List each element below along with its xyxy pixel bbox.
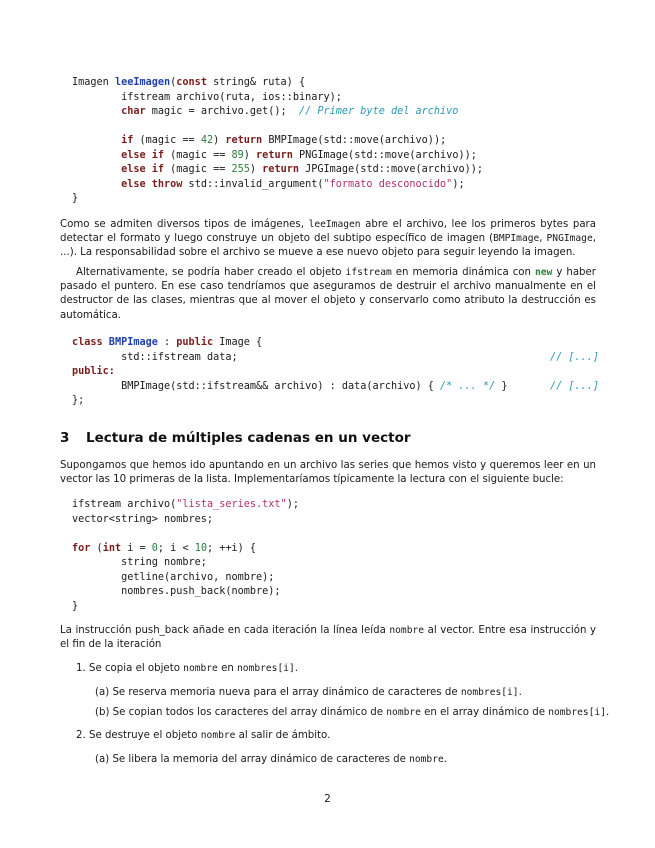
code-keyword: return xyxy=(262,164,299,175)
list-text: Se libera la memoria del array dinámico de caracteres de xyxy=(112,754,410,765)
list-label: (b) xyxy=(95,707,110,718)
code-text: Image { xyxy=(213,337,263,348)
list-text: . xyxy=(605,707,610,718)
code-comment: /* ... */ xyxy=(440,380,496,392)
code-text: ; ++i) { xyxy=(207,542,257,554)
list-item-1 xyxy=(76,662,298,676)
code-text: } xyxy=(72,193,79,204)
code-class-name: BMPImage xyxy=(102,337,158,348)
code-number: 42 xyxy=(200,135,214,146)
inline-code: BMPImage xyxy=(493,233,540,245)
paragraph-leeimagen-explanation xyxy=(60,218,596,261)
list-text: Se reserva memoria nueva para el array dinámico de caracteres de xyxy=(112,687,461,698)
code-string: "formato desconocido" xyxy=(323,178,453,190)
section-number: 3 xyxy=(60,430,70,446)
code-keyword: class xyxy=(72,337,103,348)
list-item-1b xyxy=(95,706,609,720)
list-label: (a) xyxy=(95,754,110,765)
inline-code: ifstream xyxy=(345,267,392,278)
list-text: . xyxy=(443,754,447,765)
code-text: BMPImage(std::move(archivo)); xyxy=(262,135,447,146)
inline-code: nombres[i] xyxy=(548,707,606,718)
inline-code: leeImagen xyxy=(308,219,361,230)
list-number: 2. xyxy=(76,730,86,741)
code-text: ( xyxy=(170,77,177,88)
code-number: 89 xyxy=(231,149,244,161)
paragraph-text: y haber pasado el puntero. En ese caso tendríamos que aseguramos de destruir el archivo manualmente en el destructor de las clases, mientras que al mover el objeto y conservarlo como atributo la destrucción es automática. xyxy=(60,267,596,321)
paragraph-text: Alternativamente, se podría haber creado el objeto xyxy=(76,267,346,278)
section-heading xyxy=(60,430,411,446)
code-text: std::invalid_argument( xyxy=(182,178,324,190)
code-keyword: return xyxy=(225,135,263,146)
inline-code: nombre xyxy=(409,754,444,765)
code-keyword: public xyxy=(176,337,214,348)
code-text: getline(archivo, nombre); xyxy=(121,571,275,583)
code-block-loop xyxy=(72,498,299,614)
inline-code: nombres[i] xyxy=(460,687,519,698)
code-text: string nombre; xyxy=(121,557,207,568)
code-text: PNGImage(std::move(archivo)); xyxy=(292,149,477,161)
code-keyword: char xyxy=(121,106,146,117)
code-comment-right-1 xyxy=(550,351,599,366)
code-keyword: int xyxy=(102,542,122,554)
paragraph-text: al vector. Entre esa instrucción y el fin de la iteración xyxy=(60,625,596,651)
code-keyword: else if xyxy=(121,149,165,161)
code-comment: // [...] xyxy=(550,351,600,363)
code-comment-right-2 xyxy=(550,380,599,395)
code-block-leeimagen xyxy=(72,76,483,207)
paragraph-text: Como se admiten diversos tipos de imágenes, xyxy=(60,219,309,230)
code-text: ) xyxy=(249,164,263,175)
paragraph-text: en memoria dinámica con xyxy=(391,267,535,278)
code-keyword: else throw xyxy=(121,178,183,190)
section-title: Lectura de múltiples cadenas en un vector xyxy=(86,430,411,446)
code-keyword: for xyxy=(72,542,91,554)
inline-code: nombre xyxy=(200,730,236,741)
list-number: 1. xyxy=(76,663,86,674)
code-keyword: const xyxy=(176,77,207,88)
list-text: en xyxy=(217,663,238,674)
inline-code: nombre xyxy=(386,707,421,718)
list-text: Se copian todos los caracteres del array dinámico de xyxy=(112,707,387,718)
paragraph-text: Supongamos que hemos ido apuntando en un archivo las series que hemos visto y queremos leer en un vector las 10 primeras de la lista. Implementaríamos típicamente la lectura con el siguiente bucle: xyxy=(60,460,596,486)
code-keyword: else if xyxy=(121,164,165,175)
code-function-name: leeImagen xyxy=(114,77,171,88)
inline-code: nombre xyxy=(389,625,425,636)
list-text: al salir de ámbito. xyxy=(235,730,331,741)
paragraph-text: , xyxy=(539,233,547,245)
paragraph-text: La instrucción push_back añade en cada iteración la línea leída xyxy=(60,625,390,636)
code-text: } xyxy=(495,380,508,392)
list-item-2 xyxy=(76,729,330,743)
code-text: vector<string> nombres; xyxy=(72,513,214,525)
code-text: ( xyxy=(90,542,103,554)
code-text: ifstream archivo( xyxy=(72,499,177,510)
code-text: ) xyxy=(243,149,257,161)
list-text: en el array dinámico de xyxy=(420,707,549,718)
inline-keyword: new xyxy=(535,267,553,278)
code-text: std::ifstream data; xyxy=(121,351,238,363)
paragraph-alternative xyxy=(60,266,596,323)
code-text: (magic == xyxy=(164,149,232,161)
inline-code: nombre xyxy=(183,663,218,674)
inline-code: PNGImage xyxy=(546,233,593,245)
code-text: } xyxy=(72,600,79,612)
page-number: 2 xyxy=(324,793,331,805)
code-number: 255 xyxy=(231,164,250,175)
code-keyword: public: xyxy=(72,366,115,377)
paragraph-text: abre el archivo, lee los primeros bytes para detectar el formato y luego construye un objeto del subtipo específico de imagen ( xyxy=(60,219,596,245)
code-text: JPGImage(std::move(archivo)); xyxy=(298,164,483,175)
code-text: ); xyxy=(286,499,299,510)
code-text: BMPImage(std::ifstream&& archivo) : data(archivo) { xyxy=(121,380,441,392)
code-block-bmpimage xyxy=(72,336,508,409)
code-number: 10 xyxy=(194,542,207,554)
code-text: (magic == xyxy=(164,164,232,175)
paragraph-series-intro xyxy=(60,459,596,487)
inline-code: nombres[i] xyxy=(237,663,295,674)
paragraph-text: , ...). La responsabilidad sobre el archivo se mueve a ese nuevo objeto para seguir leyendo la imagen. xyxy=(60,233,596,259)
code-text: magic = archivo.get(); xyxy=(145,106,299,117)
code-text: (magic == xyxy=(133,135,201,146)
code-text: ); xyxy=(452,178,465,190)
code-text: string& ruta) { xyxy=(206,77,306,88)
list-text: . xyxy=(294,663,299,674)
code-number: 0 xyxy=(151,542,158,554)
code-keyword: return xyxy=(256,149,293,161)
code-keyword: if xyxy=(121,135,134,146)
list-item-2a xyxy=(95,753,447,767)
code-comment: // Primer byte del archivo xyxy=(298,106,459,117)
code-text: }; xyxy=(72,395,85,406)
code-text: Imagen xyxy=(72,77,115,88)
code-text: : xyxy=(157,337,177,348)
code-text: ifstream archivo(ruta, ios::binary); xyxy=(121,91,342,103)
list-label: (a) xyxy=(95,687,110,698)
code-string: "lista_series.txt" xyxy=(176,499,287,510)
list-item-1a xyxy=(95,686,522,700)
code-text: nombres.push_back(nombre); xyxy=(121,586,281,597)
list-text: Se destruye el objeto xyxy=(88,730,201,741)
code-text: i = xyxy=(121,542,152,554)
code-text: ) xyxy=(213,135,226,146)
code-text: ; i < xyxy=(157,542,195,554)
paragraph-push-back xyxy=(60,624,596,652)
list-text: . xyxy=(518,687,522,698)
list-text: Se copia el objeto xyxy=(88,663,184,674)
code-comment: // [...] xyxy=(550,380,600,392)
